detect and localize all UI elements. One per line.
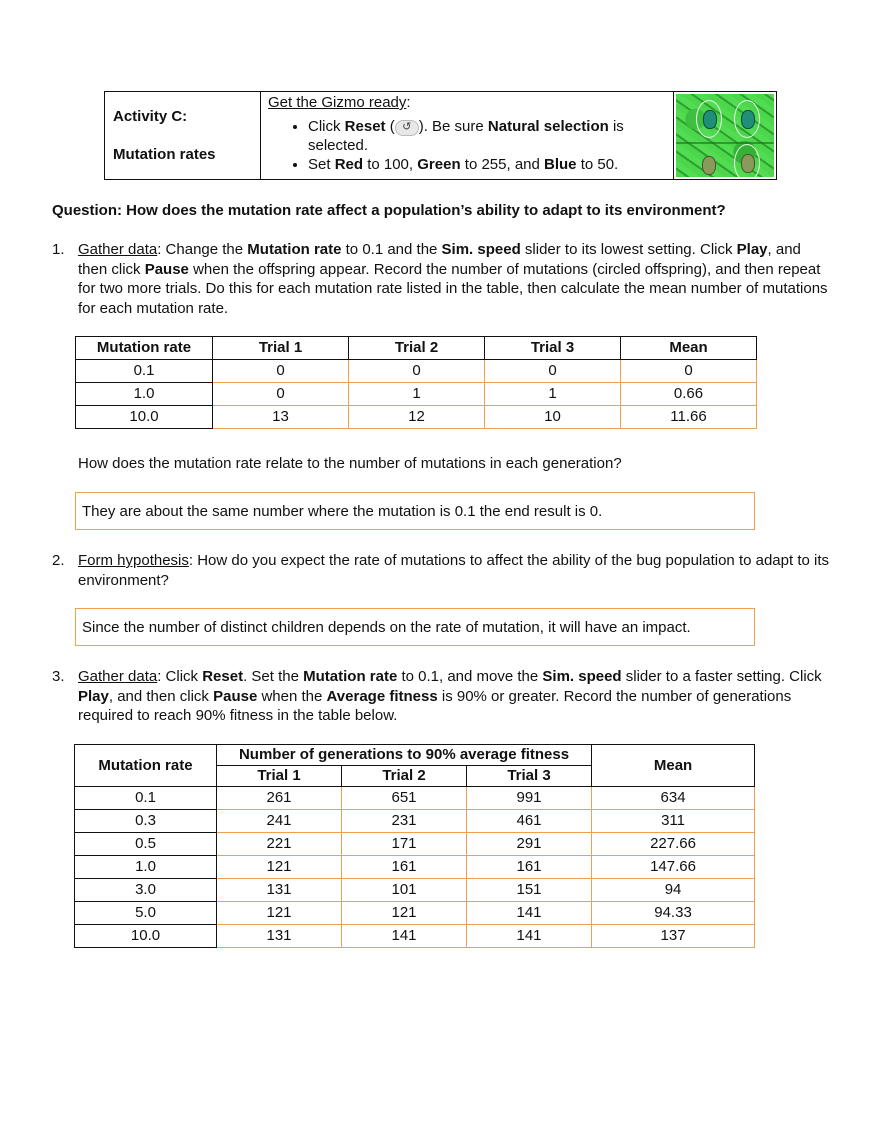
input-cell[interactable]: 221: [217, 833, 342, 856]
input-cell[interactable]: 0: [213, 383, 349, 406]
input-cell[interactable]: 1: [349, 383, 485, 406]
step-1-label: Gather data: [78, 241, 158, 258]
rate-cell: 5.0: [75, 902, 217, 925]
input-cell[interactable]: 0.66: [621, 383, 757, 406]
activity-label-cell: [105, 92, 261, 179]
table-row: [75, 856, 755, 879]
table-row: [75, 925, 755, 948]
answer-box-2[interactable]: Since the number of distinct children depends on the rate of mutation, it will have an impact.: [75, 608, 755, 646]
col-header: Trial 2: [349, 337, 485, 360]
rate-cell: 1.0: [75, 856, 217, 879]
step-3-gather-data: 3. Gather data: Click Reset. Set the Mutation rate to 0.1, and move the Sim. speed slider to a faster setting. Click Play, and then click Pause when the Average fitness is 90% or greater. Record the number of generations required to reach 90% fitness in the table below.: [52, 668, 822, 724]
col-header-trial: Trial 1: [217, 766, 342, 787]
circled-bug-icon: [696, 100, 722, 138]
gizmo-image-cell: [674, 92, 776, 179]
setup-heading: Get the Gizmo ready: [268, 94, 407, 111]
input-cell[interactable]: 131: [217, 879, 342, 902]
setup-instructions-cell: Get the Gizmo ready: • Click Reset ( ↺ ). Be sure Natural selection is selected. • Set Red to 100, Green to 255, and Blue to 50.: [261, 92, 674, 179]
answer-box-1[interactable]: They are about the same number where the mutation is 0.1 the end result is 0.: [75, 492, 755, 530]
mutations-table: [75, 336, 757, 429]
table-row: [76, 406, 757, 429]
input-cell[interactable]: 137: [592, 925, 755, 948]
reset-icon: ↺: [395, 120, 419, 136]
table-row: [75, 810, 755, 833]
col-header-trial: Trial 3: [467, 766, 592, 787]
input-cell[interactable]: 131: [217, 925, 342, 948]
col-header: Trial 3: [485, 337, 621, 360]
input-cell[interactable]: 241: [217, 810, 342, 833]
rate-cell: 10.0: [75, 925, 217, 948]
input-cell[interactable]: 261: [217, 787, 342, 810]
input-cell[interactable]: 121: [217, 856, 342, 879]
input-cell[interactable]: 94: [592, 879, 755, 902]
input-cell[interactable]: 651: [342, 787, 467, 810]
input-cell[interactable]: 94.33: [592, 902, 755, 925]
table-header-row: [76, 337, 757, 360]
table-row: [75, 879, 755, 902]
rate-cell: 0.3: [75, 810, 217, 833]
rate-cell: 3.0: [75, 879, 217, 902]
table-row: [75, 833, 755, 856]
input-cell[interactable]: 121: [342, 902, 467, 925]
main-question: Question: How does the mutation rate affect a population’s ability to adapt to its environment?: [52, 202, 726, 219]
input-cell[interactable]: 121: [217, 902, 342, 925]
input-cell[interactable]: 991: [467, 787, 592, 810]
input-cell[interactable]: 0: [349, 360, 485, 383]
table-row: [76, 360, 757, 383]
input-cell[interactable]: 171: [342, 833, 467, 856]
input-cell[interactable]: 461: [467, 810, 592, 833]
input-cell[interactable]: 311: [592, 810, 755, 833]
step-2-label: Form hypothesis: [78, 552, 189, 569]
setup-list: [268, 117, 673, 174]
input-cell[interactable]: 227.66: [592, 833, 755, 856]
col-header-trial: Trial 2: [342, 766, 467, 787]
circled-bug-icon: [734, 144, 760, 177]
input-cell[interactable]: 0: [213, 360, 349, 383]
col-header-group: Number of generations to 90% average fitness: [217, 745, 592, 766]
rate-cell: 10.0: [76, 406, 213, 429]
activity-header-box: [104, 91, 777, 180]
step-3-label: Gather data: [78, 668, 158, 685]
input-cell[interactable]: 151: [467, 879, 592, 902]
input-cell[interactable]: 13: [213, 406, 349, 429]
input-cell[interactable]: 141: [342, 925, 467, 948]
input-cell[interactable]: 10: [485, 406, 621, 429]
table-header-row: [75, 745, 755, 766]
input-cell[interactable]: 12: [349, 406, 485, 429]
input-cell[interactable]: 147.66: [592, 856, 755, 879]
input-cell[interactable]: 141: [467, 925, 592, 948]
col-header: Mutation rate: [76, 337, 213, 360]
input-cell[interactable]: 0: [621, 360, 757, 383]
input-cell[interactable]: 161: [467, 856, 592, 879]
rate-cell: 0.5: [75, 833, 217, 856]
activity-subtitle: Mutation rates: [113, 146, 216, 163]
generations-table: [74, 744, 755, 948]
circled-bug-icon: [734, 100, 760, 138]
input-cell[interactable]: 101: [342, 879, 467, 902]
bug-icon: [702, 156, 716, 175]
step-1-gather-data: 1. Gather data: Change the Mutation rate to 0.1 and the Sim. speed slider to its lowest setting. Click Play, and then click Pause when the offspring appear. Record the number of mutations (circled offspring), and then repeat for two more trials. Do this for each mutation rate listed in the table, then calculate the mean number of mutations for each mutation rate.: [52, 241, 828, 317]
input-cell[interactable]: 634: [592, 787, 755, 810]
col-header-rate: Mutation rate: [75, 745, 217, 787]
activity-title: Activity C:: [113, 108, 188, 125]
input-cell[interactable]: 291: [467, 833, 592, 856]
col-header: Mean: [621, 337, 757, 360]
col-header-mean: Mean: [592, 745, 755, 787]
rate-cell: 0.1: [76, 360, 213, 383]
input-cell[interactable]: 141: [467, 902, 592, 925]
input-cell[interactable]: 161: [342, 856, 467, 879]
table-row: [76, 383, 757, 406]
input-cell[interactable]: 1: [485, 383, 621, 406]
step-2-form-hypothesis: 2. Form hypothesis: How do you expect the rate of mutations to affect the ability of the bug population to adapt to its environment?: [52, 552, 830, 589]
input-cell[interactable]: 231: [342, 810, 467, 833]
table-row: [75, 787, 755, 810]
rate-cell: 1.0: [76, 383, 213, 406]
input-cell[interactable]: 11.66: [621, 406, 757, 429]
setup-item-colors: • Set Red to 100, Green to 255, and Blue to 50.: [308, 155, 673, 174]
rate-cell: 0.1: [75, 787, 217, 810]
subquestion-1: How does the mutation rate relate to the number of mutations in each generation?: [78, 455, 622, 472]
input-cell[interactable]: 0: [485, 360, 621, 383]
table-row: [75, 902, 755, 925]
col-header: Trial 1: [213, 337, 349, 360]
setup-item-reset: • Click Reset ( ↺ ). Be sure Natural selection is selected.: [308, 117, 673, 155]
gizmo-screenshot-image: [676, 94, 774, 177]
